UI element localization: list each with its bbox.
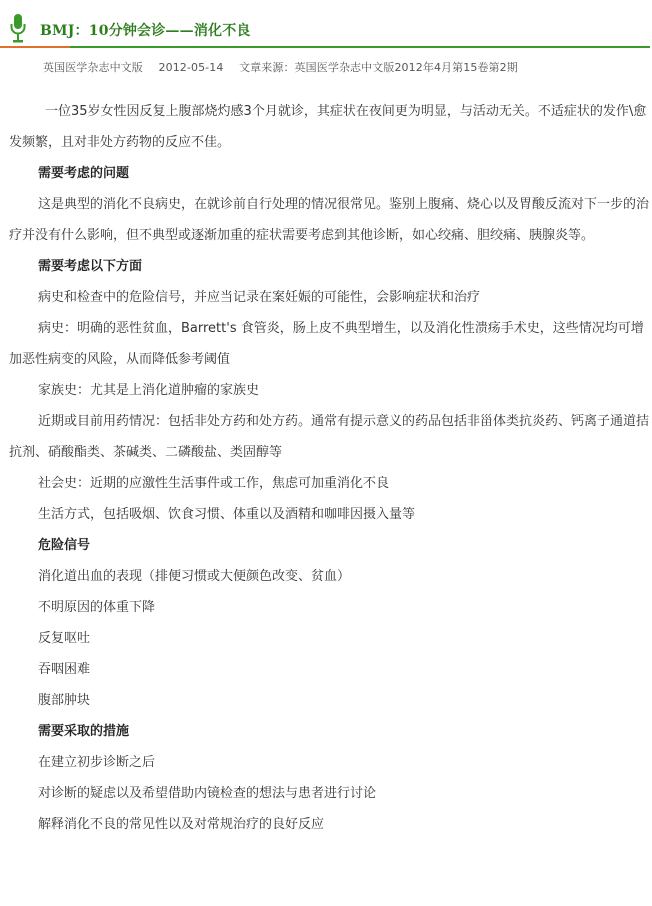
danger-item: 反复呕吐 (38, 631, 91, 646)
aspects-item: 病史和检查中的危险信号，并应当记录在案妊娠的可能性，会影响症状和治疗 (38, 290, 481, 305)
article-header (0, 0, 652, 52)
meta-origin: 文章来源：英国医学杂志中文版2012年4月第15卷第2期 (239, 61, 518, 74)
danger-item: 腹部肿块 (38, 693, 91, 708)
measures-item: 对诊断的疑虑以及希望借助内镜检查的想法与患者进行讨论 (38, 786, 377, 801)
aspects-item: 生活方式，包括吸烟、饮食习惯、体重以及酒精和咖啡因摄入量等 (38, 507, 416, 522)
header-divider-main (70, 46, 650, 48)
aspects-item: 病史：明确的恶性贫血，Barrett's 食管炎，肠上皮不典型增生，以及消化性溃疡手术史，这些情况均可增加恶性病变的风险，从而降低参考阈值 (9, 321, 644, 367)
section-heading-measures: 需要采取的措施 (38, 724, 130, 739)
aspects-item: 近期或目前用药情况：包括非处方药和处方药。通常有提示意义的药品包括非甾体类抗炎药、钙离子通道拮抗剂、硝酸酯类、茶碱类、二磷酸盐、类固醇等 (9, 414, 650, 460)
article-title: BMJ：10分钟会诊——消化不良 (40, 23, 251, 39)
section-heading-aspects: 需要考虑以下方面 (38, 259, 143, 274)
header-divider-accent (0, 46, 70, 48)
intro-paragraph: 一位35岁女性因反复上腹部烧灼感3个月就诊，其症状在夜间更为明显，与活动无关。不适症状的发作\愈发频繁，且对非处方药物的反应不佳。 (9, 104, 647, 150)
section-heading-considerations: 需要考虑的问题 (38, 166, 130, 181)
article-body (9, 96, 650, 840)
meta-date: 2012-05-14 (158, 61, 224, 74)
section-heading-danger: 危险信号 (38, 538, 91, 553)
aspects-item: 家族史：尤其是上消化道肿瘤的家族史 (38, 383, 260, 398)
microphone-icon (10, 14, 26, 44)
considerations-paragraph: 这是典型的消化不良病史，在就诊前自行处理的情况很常见。鉴别上腹痛、烧心以及胃酸反流对下一步的治疗并没有什么影响，但不典型或逐渐加重的症状需要考虑到其他诊断，如心绞痛、胆绞痛、胰腺炎等。 (9, 197, 650, 243)
measures-item: 解释消化不良的常见性以及对常规治疗的良好反应 (38, 817, 325, 832)
measures-item: 在建立初步诊断之后 (38, 755, 156, 770)
danger-item: 吞咽困难 (38, 662, 91, 677)
danger-item: 消化道出血的表现（排便习惯或大便颜色改变、贫血） (38, 569, 351, 584)
aspects-item: 社会史：近期的应激性生活事件或工作，焦虑可加重消化不良 (38, 476, 390, 491)
article-meta (43, 59, 518, 75)
header-divider (0, 46, 650, 48)
danger-item: 不明原因的体重下降 (38, 600, 156, 615)
meta-source: 英国医学杂志中文版 (43, 61, 143, 74)
